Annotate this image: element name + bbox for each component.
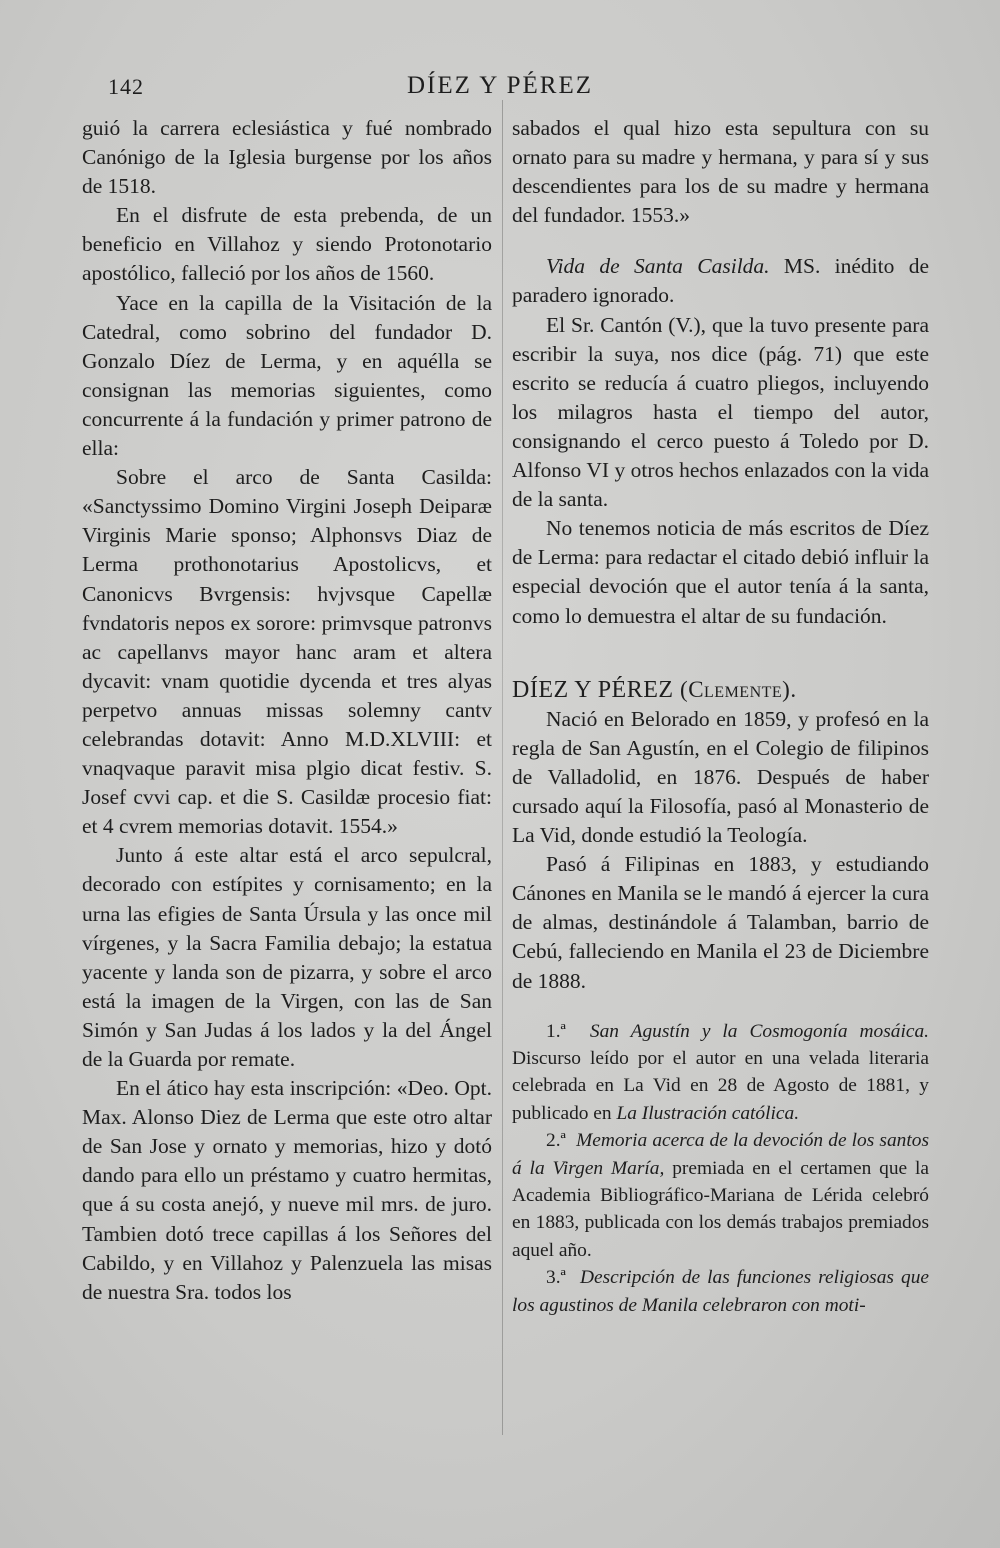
spacer <box>512 230 929 252</box>
work-entry <box>512 252 929 310</box>
work-number: 1.ª <box>546 1020 566 1042</box>
spacer <box>512 996 929 1018</box>
work-title: Vida de Santa Casilda. <box>546 254 770 279</box>
entry-heading-name: DÍEZ Y PÉREZ <box>512 676 674 703</box>
work-title: Memoria acerca de la devoción de los santos á la Virgen María, <box>512 1130 929 1179</box>
work-number: 2.ª <box>546 1130 566 1152</box>
paragraph: El Sr. Cantón (V.), que la tuvo presente para escribir la suya, nos dice (pág. 71) que este escrito se reducía á cuatro pliegos, incluyendo los milagros hasta el tiempo del autor, consignando el cerco puesto á Toledo por D. Alfonso VI y otros hechos enlazados con la vida de la santa. <box>512 312 929 512</box>
work-description: Discurso leído por el autor en una velada literaria celebrada en La Vid en 28 de Agosto de 1881, y publicado en <box>512 1048 929 1124</box>
paragraph: sabados el qual hizo esta sepultura con su ornato para su madre y hermana, y para sí y sus descendientes para los de su madre y hermana del fundador. 1553.» <box>512 116 929 228</box>
work-publication: La Ilustración católica. <box>616 1102 800 1124</box>
paragraph: Pasó á Filipinas en 1883, y estudiando Cánones en Manila se le mandó á ejercer la cura de almas, destinándole á Talamban, barrio de Cebú, falleciendo en Manila el 23 de Diciembre de 1888. <box>512 852 929 993</box>
paragraph: Junto á este altar está el arco sepulcral, decorado con estípites y cornisamento; en la urna las efigies de Santa Úrsula y las once mil vírgenes, y la Sacra Familia debajo; la estatua yacente y landa son de pizarra, y sobre el arco está la imagen de la Virgen, con las de San Simón y San Judas á los lados y la del Ángel de la Guarda por remate. <box>82 843 492 1071</box>
paragraph: guió la carrera eclesiástica y fué nombrado Canónigo de la Iglesia burgense por los años de 1518. <box>82 116 492 199</box>
page-header <box>0 72 1000 106</box>
work-item <box>512 1127 929 1264</box>
work-item <box>512 1264 929 1319</box>
works-list <box>512 1018 929 1319</box>
work-title: Descripción de las funciones religiosas que los agustinos de Manila celebraron con moti- <box>512 1267 930 1316</box>
entry-heading-given-name: (Clemente). <box>680 676 797 702</box>
paragraph: No tenemos noticia de más escritos de Díez de Lerma: para redactar el citado debió influir la especial devoción que el autor tenía á la santa, como lo demuestra el altar de su fundación. <box>512 516 929 628</box>
left-column <box>82 114 492 1307</box>
right-column <box>512 114 929 1319</box>
paragraph: En el ático hay esta inscripción: «Deo. Opt. Max. Alonso Diez de Lerma que este otro altar de San Jose y ornato y memorias, hizo y dotó dando para ello un préstamo y cuatro hermitas, que á su costa anejó, y nueve mil mrs. de juro. Tambien dotó trece capillas á los Señores del Cabildo, y en Villahoz y Palenzuela las misas de nuestra Sra. todos los <box>82 1076 492 1304</box>
paragraph: En el disfrute de esta prebenda, de un beneficio en Villahoz y siendo Protonotario apostólico, falleció por los años de 1560. <box>82 203 492 286</box>
work-title: San Agustín y la Cosmogonía mosáica. <box>589 1020 929 1042</box>
page-number: 142 <box>108 74 144 99</box>
inscription-paragraph: Sobre el arco de Santa Casilda: «Sanctyssimo Domino Virgini Joseph Deiparæ Virginis Marie sponso; Alphonsvs Diaz de Lerma prothonotarius Apostolicvs, et Canonicvs Bvrgensis: hvjvsque Capellæ fvndatoris nepos ex sorore: primvsque patronvs ac capellanvs mayor hanc aram et altera dycavit: vnam quotidie dycenda et tres alyas perpetvo annuas missas solemny cantv celebrandas dotavit: Anno M.D.XLVIII: et vnaqvaque paravit misa plgio dicat festiv. S. Josef cvvi cap. et die S. Casildæ procesio fiat: et 4 cvrem memorias dotavit. 1554.» <box>82 465 492 839</box>
spacer <box>512 631 929 675</box>
paragraph: Nació en Belorado en 1859, y profesó en la regla de San Agustín, en el Colegio de filipinos de Valladolid, en 1876. Después de haber cursado aquí la Filosofía, pasó al Monasterio de La Vid, donde estudió la Teología. <box>512 706 929 848</box>
running-head: DÍEZ Y PÉREZ <box>406 72 593 99</box>
paragraph: Yace en la capilla de la Visitación de la Catedral, como sobrino del fundador D. Gonzalo Díez de Lerma, y en aquélla se consignan las memorias siguientes, como concurrente á la fundación y primer patrono de ella: <box>82 290 492 461</box>
entry-heading <box>512 675 929 705</box>
work-number: 3.ª <box>546 1267 566 1289</box>
work-description: MS. inédito de paradero ignorado. <box>512 254 929 308</box>
column-divider <box>502 100 503 1435</box>
work-description: premiada en el certamen que la Academia Bibliográfico-Mariana de Lérida celebró en 1883, publicada con los demás trabajos premiados aquel año. <box>512 1157 930 1261</box>
work-item <box>512 1018 929 1128</box>
